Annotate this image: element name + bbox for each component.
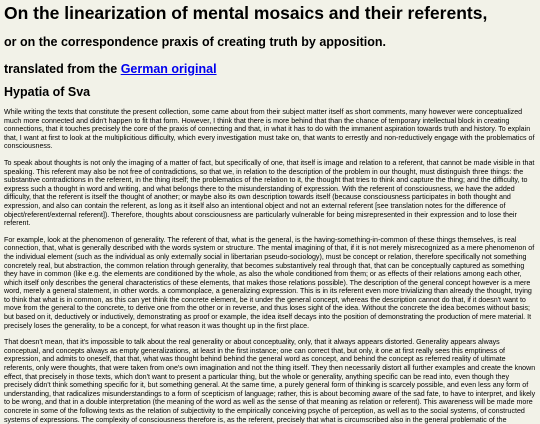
paragraph-3: For example, look at the phenomenon of generality. The referent of that, what is the general, is the having-something-in-common of these things themselves, is real connection, that, what is generally described with the words system or structure. The mental imagining of that, if it is not merely misrecognized as a mere phenomenon of the individual element (such as the individual as only externally social in libertarian pseudo-sociology), must be concept or relation, therefore specifically not something concretely real, but abstraction, the common relation through generality, that becomes substantively real through that, that can be conceptually captured as something they have in common (like e.g. the elements are conditioned by the whole, as also the whole conditioned from them; or as effects of their relations among each other, which itself only describes the general characteristics of these elements, that makes those relations possible). The description of the general concept however is a mere word, merely a general statement, in other words. a commonplace, a generalizing expression. This is in its referent even more trivializing than already the thought, trying to think that what is in common, as this can yet think the concrete element, be it under the general concept, whereas the description cannot do that, if it doesn't want to move from the general to the concrete, to derive one from the other or in reverse, and thus loses sight of the idea. Without the concrete the idea becomes without basis; but based on it, deductively or inductively, demonstrating as proof or example, the idea itself decays into the position of demonstrating the production of mere material. It precisely loses the generality, to be a concept, for what reason it was thought up in the first place. bbox=[4, 235, 535, 330]
translation-note bbox=[4, 62, 536, 77]
document-title: On the linearization of mental mosaics and their referents, bbox=[4, 3, 488, 23]
translation-prefix: translated from the bbox=[4, 62, 121, 76]
author-name: Hypatia of Sva bbox=[4, 85, 91, 99]
paragraph-4: That doesn't mean, that it's impossible to talk about the real generality or about conceptuality, only, that it always appears distorted. Generality appears always conceptual, and concepts always as empty generalizations, at least in the first instance; one can correct that, but only, it one at first really sees this emptiness of expression, and admits to oneself, that that, what was thought behind behind the general word as concept, and behind the concept as referred reality of ultimate referents, only were thoughts, that were taken from one's own imagination and not the thing itself. They then necessarily distort all further examples and create the known effect, that precisely in those texts, which don't want to present a particular thing, but the whole or generality, anything specific can be read into, even though they precisely didn't think something specific for it, but something general. At the same time, a purely general form of thinking is scarcely possible, and even less any form of understanding, that radicalizes misunderstandings to a form of scepticism of language; rather, this is about becoming aware of the sad fate, to have to interpret, and likely to be wrong, and that in a double interpretation (the meaning of the word as well as the sense of that meaning as relation or referent). This awareness will be made more concrete in some of the following texts as the relation of subjectivity to the empirically conceiving psyche of perception, as well as to the social systems, of constructed systems of expressions. The complexity of consciousness therefore is, as the referent, precisely that what is circumscribed also in the general problematic of the bbox=[4, 338, 536, 424]
document-subtitle: or on the correspondence praxis of creating truth by apposition. bbox=[4, 35, 386, 49]
paragraph-2: To speak about thoughts is not only the imaging of a matter of fact, but specifically of one, that itself is image and relation to a referent, that cannot be made visible in that speaking. This referent may also be not free of contradictions, so that we, in relation to the description of the problem in our thought, must distinguish three things: the substantive contradictions in the referent, in the thing itself; the problematics of the relation to it, the thought that tries to think and capture the thing; and the difficulty, to express such a thought in word and writing, and what belongs there to the misunderstanding of expression. With the referent of consciousness, we have the added difficulty, that the referent is itself the thought of another; or maybe also its own description towards itself (because consciousness participates in both thought and expression, and also can contain the referent, as long as it itself also an intentional object and not an external referent [see translation notes for the difference of object/referent/external referent]). Therefore, thoughts about consciousness are particularly vulnerable for being misrepresented in their expression and to lose their referent. bbox=[4, 158, 535, 228]
paragraph-1: While writing the texts that constitute the present collection, some came about from their subject matter itself as short comments, many however were conceptualized much more connected and didn't happen to fit that form. However, I think that there is more behind that than the chance of temporary intellectual block in creating connections, that it touches precisely the core of the praxis of connecting and that, in what it has to do with the immanent aspiration towards truth and history. To explain that, I want at first to look at the multiplicitious difficulty, which every investigation must take on, that wants to errestly and non-reductively engage with the problematics of consciousness. bbox=[4, 108, 535, 151]
german-original-link[interactable]: German original bbox=[120, 62, 217, 76]
